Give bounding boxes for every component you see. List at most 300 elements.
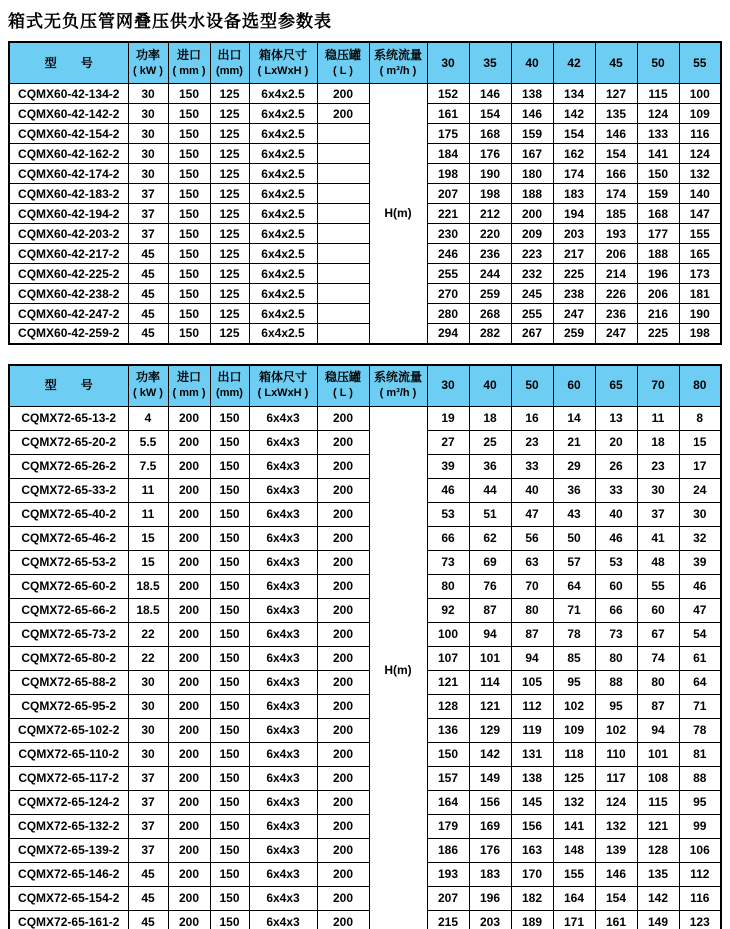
flow-value-cell: 139 <box>595 838 637 862</box>
flow-value-cell: 171 <box>553 910 595 929</box>
flow-value-cell: 51 <box>469 502 511 526</box>
flow-value-cell: 164 <box>553 886 595 910</box>
outlet-cell: 150 <box>210 670 249 694</box>
inlet-cell: 200 <box>168 838 210 862</box>
tank-cell <box>317 244 369 264</box>
flow-value-cell: 180 <box>511 164 553 184</box>
flow-value-cell: 147 <box>679 204 721 224</box>
table-row <box>9 184 721 204</box>
model-cell: CQMX72-65-46-2 <box>9 526 128 550</box>
flow-value-cell: 30 <box>637 478 679 502</box>
flow-value-cell: 255 <box>427 264 469 284</box>
flow-rate-column-header: 60 <box>553 365 595 407</box>
power-cell: 30 <box>128 718 168 742</box>
model-cell: CQMX72-65-124-2 <box>9 790 128 814</box>
flow-value-cell: 173 <box>679 264 721 284</box>
flow-value-cell: 81 <box>679 742 721 766</box>
table-row <box>9 324 721 344</box>
table-row <box>9 124 721 144</box>
flow-value-cell: 101 <box>469 646 511 670</box>
tank-cell: 200 <box>317 862 369 886</box>
box-size-cell: 6x4x3 <box>249 718 317 742</box>
flow-value-cell: 53 <box>427 502 469 526</box>
tank-cell <box>317 124 369 144</box>
table-row <box>9 718 721 742</box>
flow-rate-column-header: 30 <box>427 365 469 407</box>
model-cell: CQMX72-65-117-2 <box>9 766 128 790</box>
tank-cell: 200 <box>317 478 369 502</box>
flow-value-cell: 61 <box>679 646 721 670</box>
system-flow-column-header: 系统流量 ( m³/h ) <box>369 42 427 84</box>
model-cell: CQMX72-65-13-2 <box>9 406 128 430</box>
flow-value-cell: 48 <box>637 550 679 574</box>
flow-value-cell: 25 <box>469 430 511 454</box>
inlet-column-header: 进口 ( mm ) <box>168 365 210 407</box>
outlet-column-header: 出口 (mm) <box>210 42 249 84</box>
power-cell: 30 <box>128 694 168 718</box>
flow-value-cell: 259 <box>469 284 511 304</box>
flow-value-cell: 134 <box>553 84 595 104</box>
flow-value-cell: 146 <box>595 862 637 886</box>
tank-cell: 200 <box>317 670 369 694</box>
flow-value-cell: 55 <box>637 574 679 598</box>
flow-value-cell: 133 <box>637 124 679 144</box>
outlet-cell: 150 <box>210 430 249 454</box>
flow-value-cell: 247 <box>553 304 595 324</box>
model-cell: CQMX60-42-142-2 <box>9 104 128 124</box>
tank-cell <box>317 164 369 184</box>
flow-value-cell: 76 <box>469 574 511 598</box>
flow-value-cell: 181 <box>679 284 721 304</box>
outlet-cell: 125 <box>210 304 249 324</box>
flow-value-cell: 156 <box>511 814 553 838</box>
inlet-cell: 200 <box>168 598 210 622</box>
flow-value-cell: 105 <box>511 670 553 694</box>
tank-cell: 200 <box>317 718 369 742</box>
flow-value-cell: 156 <box>469 790 511 814</box>
flow-value-cell: 16 <box>511 406 553 430</box>
flow-value-cell: 177 <box>637 224 679 244</box>
outlet-cell: 150 <box>210 622 249 646</box>
flow-value-cell: 102 <box>595 718 637 742</box>
flow-value-cell: 169 <box>469 814 511 838</box>
flow-value-cell: 194 <box>553 204 595 224</box>
flow-value-cell: 150 <box>637 164 679 184</box>
model-cell: CQMX72-65-110-2 <box>9 742 128 766</box>
flow-value-cell: 60 <box>637 598 679 622</box>
power-cell: 15 <box>128 550 168 574</box>
flow-value-cell: 11 <box>637 406 679 430</box>
box-size-cell: 6x4x2.5 <box>249 204 317 224</box>
flow-value-cell: 190 <box>679 304 721 324</box>
pump-table-cqmx72 <box>8 364 722 929</box>
flow-value-cell: 26 <box>595 454 637 478</box>
tank-column-header: 稳压罐 ( L ) <box>317 365 369 407</box>
box-size-column-header: 箱体尺寸 ( LxWxH ) <box>249 42 317 84</box>
flow-value-cell: 101 <box>637 742 679 766</box>
inlet-cell: 200 <box>168 430 210 454</box>
flow-value-cell: 196 <box>469 886 511 910</box>
outlet-column-header: 出口 (mm) <box>210 365 249 407</box>
table-row <box>9 646 721 670</box>
flow-value-cell: 168 <box>637 204 679 224</box>
box-size-cell: 6x4x2.5 <box>249 224 317 244</box>
model-cell: CQMX60-42-225-2 <box>9 264 128 284</box>
flow-value-cell: 23 <box>511 430 553 454</box>
flow-value-cell: 223 <box>511 244 553 264</box>
model-cell: CQMX60-42-259-2 <box>9 324 128 344</box>
flow-value-cell: 259 <box>553 324 595 344</box>
table-row <box>9 526 721 550</box>
box-size-cell: 6x4x3 <box>249 526 317 550</box>
box-size-cell: 6x4x3 <box>249 766 317 790</box>
flow-value-cell: 148 <box>553 838 595 862</box>
flow-value-cell: 294 <box>427 324 469 344</box>
inlet-cell: 150 <box>168 84 210 104</box>
flow-value-cell: 8 <box>679 406 721 430</box>
outlet-cell: 125 <box>210 124 249 144</box>
flow-value-cell: 255 <box>511 304 553 324</box>
flow-value-cell: 94 <box>511 646 553 670</box>
table-row <box>9 104 721 124</box>
inlet-cell: 200 <box>168 622 210 646</box>
table-row <box>9 910 721 929</box>
inlet-cell: 150 <box>168 264 210 284</box>
box-size-cell: 6x4x3 <box>249 838 317 862</box>
inlet-cell: 150 <box>168 224 210 244</box>
flow-value-cell: 66 <box>595 598 637 622</box>
tank-cell: 200 <box>317 910 369 929</box>
flow-value-cell: 100 <box>427 622 469 646</box>
flow-value-cell: 196 <box>637 264 679 284</box>
flow-value-cell: 154 <box>595 886 637 910</box>
flow-value-cell: 212 <box>469 204 511 224</box>
tank-cell: 200 <box>317 104 369 124</box>
box-size-cell: 6x4x3 <box>249 814 317 838</box>
power-cell: 37 <box>128 790 168 814</box>
flow-value-cell: 198 <box>679 324 721 344</box>
flow-value-cell: 44 <box>469 478 511 502</box>
box-size-cell: 6x4x2.5 <box>249 104 317 124</box>
flow-value-cell: 206 <box>595 244 637 264</box>
inlet-cell: 150 <box>168 124 210 144</box>
flow-value-cell: 247 <box>595 324 637 344</box>
table-row <box>9 502 721 526</box>
tank-cell <box>317 284 369 304</box>
flow-value-cell: 107 <box>427 646 469 670</box>
inlet-cell: 150 <box>168 284 210 304</box>
flow-value-cell: 95 <box>679 790 721 814</box>
flow-value-cell: 109 <box>553 718 595 742</box>
flow-value-cell: 175 <box>427 124 469 144</box>
flow-rate-column-header: 70 <box>637 365 679 407</box>
flow-value-cell: 174 <box>595 184 637 204</box>
flow-value-cell: 244 <box>469 264 511 284</box>
flow-value-cell: 24 <box>679 478 721 502</box>
power-cell: 5.5 <box>128 430 168 454</box>
flow-value-cell: 121 <box>427 670 469 694</box>
flow-value-cell: 198 <box>427 164 469 184</box>
power-cell: 45 <box>128 862 168 886</box>
box-size-cell: 6x4x2.5 <box>249 324 317 344</box>
tank-cell <box>317 224 369 244</box>
flow-rate-column-header: 50 <box>511 365 553 407</box>
flow-value-cell: 117 <box>595 766 637 790</box>
flow-value-cell: 159 <box>637 184 679 204</box>
flow-value-cell: 149 <box>469 766 511 790</box>
flow-value-cell: 183 <box>469 862 511 886</box>
flow-value-cell: 138 <box>511 766 553 790</box>
flow-value-cell: 140 <box>679 184 721 204</box>
inlet-cell: 200 <box>168 718 210 742</box>
flow-value-cell: 141 <box>637 144 679 164</box>
model-cell: CQMX72-65-95-2 <box>9 694 128 718</box>
flow-value-cell: 154 <box>469 104 511 124</box>
flow-value-cell: 174 <box>553 164 595 184</box>
power-cell: 30 <box>128 144 168 164</box>
flow-value-cell: 18 <box>469 406 511 430</box>
model-cell: CQMX60-42-154-2 <box>9 124 128 144</box>
outlet-cell: 125 <box>210 184 249 204</box>
table-row <box>9 224 721 244</box>
model-cell: CQMX72-65-33-2 <box>9 478 128 502</box>
model-cell: CQMX60-42-194-2 <box>9 204 128 224</box>
inlet-cell: 200 <box>168 550 210 574</box>
table-row <box>9 478 721 502</box>
inlet-cell: 200 <box>168 694 210 718</box>
model-cell: CQMX72-65-40-2 <box>9 502 128 526</box>
model-cell: CQMX60-42-134-2 <box>9 84 128 104</box>
model-cell: CQMX72-65-132-2 <box>9 814 128 838</box>
inlet-cell: 150 <box>168 144 210 164</box>
tank-cell: 200 <box>317 622 369 646</box>
flow-value-cell: 183 <box>553 184 595 204</box>
flow-value-cell: 100 <box>679 84 721 104</box>
table-row <box>9 766 721 790</box>
flow-value-cell: 152 <box>427 84 469 104</box>
flow-value-cell: 146 <box>511 104 553 124</box>
header-row <box>9 42 721 84</box>
flow-value-cell: 80 <box>637 670 679 694</box>
model-cell: CQMX72-65-26-2 <box>9 454 128 478</box>
tank-cell <box>317 204 369 224</box>
model-cell: CQMX60-42-183-2 <box>9 184 128 204</box>
flow-value-cell: 23 <box>637 454 679 478</box>
table-row <box>9 144 721 164</box>
flow-value-cell: 32 <box>679 526 721 550</box>
box-size-cell: 6x4x3 <box>249 886 317 910</box>
flow-value-cell: 268 <box>469 304 511 324</box>
flow-value-cell: 78 <box>679 718 721 742</box>
tank-cell <box>317 264 369 284</box>
power-cell: 37 <box>128 204 168 224</box>
flow-value-cell: 142 <box>637 886 679 910</box>
flow-value-cell: 166 <box>595 164 637 184</box>
inlet-cell: 150 <box>168 184 210 204</box>
flow-value-cell: 176 <box>469 144 511 164</box>
flow-value-cell: 161 <box>595 910 637 929</box>
power-cell: 30 <box>128 670 168 694</box>
flow-value-cell: 188 <box>511 184 553 204</box>
tank-cell: 200 <box>317 790 369 814</box>
flow-value-cell: 146 <box>595 124 637 144</box>
flow-value-cell: 95 <box>595 694 637 718</box>
flow-value-cell: 142 <box>553 104 595 124</box>
table-body <box>9 84 721 344</box>
flow-value-cell: 167 <box>511 144 553 164</box>
inlet-cell: 200 <box>168 766 210 790</box>
power-cell: 4 <box>128 406 168 430</box>
flow-value-cell: 20 <box>595 430 637 454</box>
tank-cell: 200 <box>317 84 369 104</box>
flow-value-cell: 29 <box>553 454 595 478</box>
flow-value-cell: 154 <box>595 144 637 164</box>
flow-value-cell: 87 <box>511 622 553 646</box>
box-size-cell: 6x4x2.5 <box>249 304 317 324</box>
flow-value-cell: 123 <box>679 910 721 929</box>
power-cell: 37 <box>128 766 168 790</box>
outlet-cell: 125 <box>210 264 249 284</box>
flow-value-cell: 110 <box>595 742 637 766</box>
outlet-cell: 150 <box>210 862 249 886</box>
power-cell: 7.5 <box>128 454 168 478</box>
flow-value-cell: 36 <box>553 478 595 502</box>
flow-value-cell: 119 <box>511 718 553 742</box>
flow-value-cell: 88 <box>679 766 721 790</box>
power-cell: 37 <box>128 224 168 244</box>
tank-cell: 200 <box>317 454 369 478</box>
flow-value-cell: 30 <box>679 502 721 526</box>
outlet-cell: 150 <box>210 910 249 929</box>
power-cell: 45 <box>128 886 168 910</box>
flow-rate-column-header: 65 <box>595 365 637 407</box>
flow-value-cell: 46 <box>595 526 637 550</box>
inlet-cell: 150 <box>168 164 210 184</box>
flow-rate-column-header: 42 <box>553 42 595 84</box>
table-row <box>9 406 721 430</box>
flow-value-cell: 214 <box>595 264 637 284</box>
table-row <box>9 622 721 646</box>
power-column-header: 功率 ( kW ) <box>128 42 168 84</box>
power-cell: 30 <box>128 742 168 766</box>
flow-value-cell: 66 <box>427 526 469 550</box>
flow-value-cell: 54 <box>679 622 721 646</box>
flow-value-cell: 185 <box>595 204 637 224</box>
flow-value-cell: 116 <box>679 886 721 910</box>
outlet-cell: 150 <box>210 742 249 766</box>
table-row <box>9 838 721 862</box>
flow-value-cell: 135 <box>637 862 679 886</box>
flow-value-cell: 128 <box>637 838 679 862</box>
flow-value-cell: 124 <box>595 790 637 814</box>
flow-value-cell: 21 <box>553 430 595 454</box>
tank-cell: 200 <box>317 406 369 430</box>
flow-value-cell: 146 <box>469 84 511 104</box>
model-cell: CQMX60-42-217-2 <box>9 244 128 264</box>
flow-value-cell: 232 <box>511 264 553 284</box>
flow-value-cell: 163 <box>511 838 553 862</box>
flow-rate-column-header: 40 <box>469 365 511 407</box>
flow-value-cell: 176 <box>469 838 511 862</box>
flow-value-cell: 236 <box>595 304 637 324</box>
box-size-cell: 6x4x3 <box>249 670 317 694</box>
tank-cell <box>317 304 369 324</box>
flow-value-cell: 141 <box>553 814 595 838</box>
flow-value-cell: 159 <box>511 124 553 144</box>
flow-value-cell: 87 <box>637 694 679 718</box>
table-row <box>9 284 721 304</box>
flow-value-cell: 129 <box>469 718 511 742</box>
table-row <box>9 430 721 454</box>
flow-value-cell: 70 <box>511 574 553 598</box>
inlet-cell: 150 <box>168 304 210 324</box>
flow-value-cell: 170 <box>511 862 553 886</box>
tank-column-header: 稳压罐 ( L ) <box>317 42 369 84</box>
flow-value-cell: 115 <box>637 84 679 104</box>
outlet-cell: 150 <box>210 766 249 790</box>
power-cell: 30 <box>128 104 168 124</box>
flow-value-cell: 207 <box>427 886 469 910</box>
flow-value-cell: 189 <box>511 910 553 929</box>
flow-value-cell: 118 <box>553 742 595 766</box>
flow-value-cell: 124 <box>637 104 679 124</box>
model-cell: CQMX72-65-66-2 <box>9 598 128 622</box>
power-cell: 45 <box>128 284 168 304</box>
flow-value-cell: 112 <box>511 694 553 718</box>
flow-value-cell: 220 <box>469 224 511 244</box>
flow-value-cell: 132 <box>595 814 637 838</box>
outlet-cell: 150 <box>210 646 249 670</box>
inlet-cell: 200 <box>168 814 210 838</box>
box-size-cell: 6x4x3 <box>249 478 317 502</box>
power-cell: 45 <box>128 304 168 324</box>
tank-cell: 200 <box>317 430 369 454</box>
outlet-cell: 150 <box>210 406 249 430</box>
box-size-cell: 6x4x2.5 <box>249 124 317 144</box>
inlet-cell: 150 <box>168 104 210 124</box>
flow-value-cell: 149 <box>637 910 679 929</box>
flow-value-cell: 121 <box>469 694 511 718</box>
inlet-cell: 200 <box>168 886 210 910</box>
flow-value-cell: 225 <box>637 324 679 344</box>
box-size-cell: 6x4x2.5 <box>249 264 317 284</box>
flow-value-cell: 108 <box>637 766 679 790</box>
table-row <box>9 244 721 264</box>
flow-value-cell: 209 <box>511 224 553 244</box>
model-cell: CQMX72-65-139-2 <box>9 838 128 862</box>
table-row <box>9 862 721 886</box>
inlet-cell: 150 <box>168 324 210 344</box>
model-cell: CQMX60-42-162-2 <box>9 144 128 164</box>
flow-value-cell: 53 <box>595 550 637 574</box>
flow-value-cell: 193 <box>427 862 469 886</box>
flow-value-cell: 40 <box>511 478 553 502</box>
box-size-cell: 6x4x2.5 <box>249 244 317 264</box>
flow-value-cell: 236 <box>469 244 511 264</box>
flow-value-cell: 245 <box>511 284 553 304</box>
flow-value-cell: 71 <box>679 694 721 718</box>
flow-value-cell: 73 <box>595 622 637 646</box>
flow-value-cell: 132 <box>679 164 721 184</box>
tank-cell: 200 <box>317 646 369 670</box>
flow-value-cell: 142 <box>469 742 511 766</box>
flow-value-cell: 184 <box>427 144 469 164</box>
flow-value-cell: 71 <box>553 598 595 622</box>
flow-value-cell: 136 <box>427 718 469 742</box>
head-meters-merged-cell: H(m) <box>369 84 427 344</box>
inlet-cell: 150 <box>168 244 210 264</box>
outlet-cell: 150 <box>210 526 249 550</box>
